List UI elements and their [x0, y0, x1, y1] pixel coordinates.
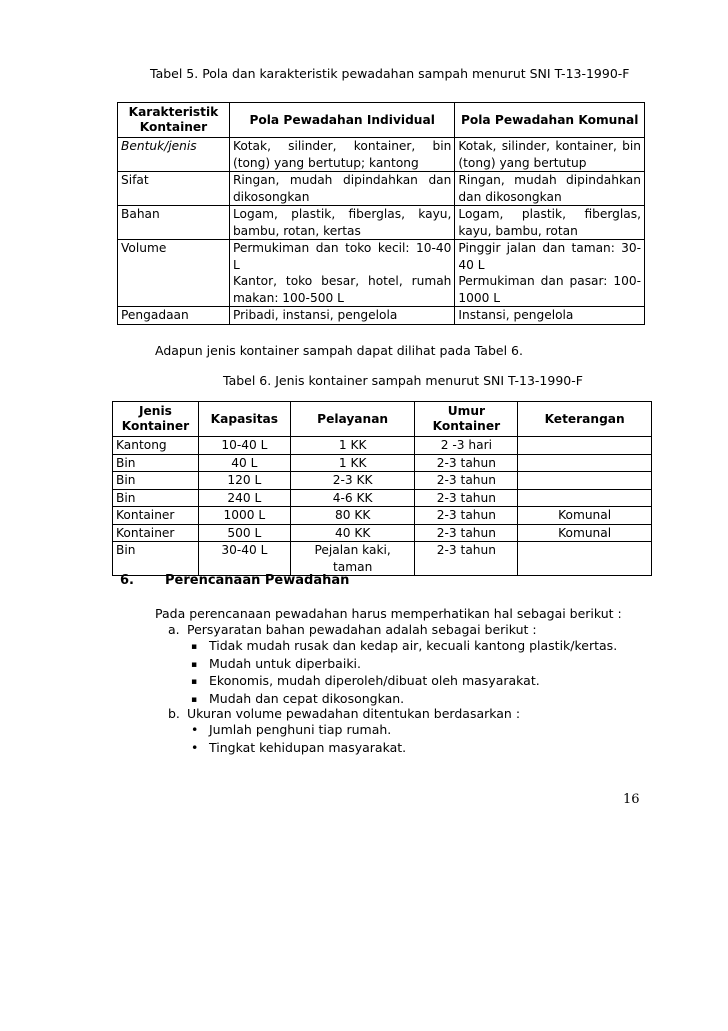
- cell-keterangan: [518, 472, 652, 490]
- table-row: [113, 524, 652, 542]
- header-kapasitas: Kapasitas: [198, 402, 290, 437]
- table-row: [118, 172, 645, 206]
- list-item: ▪ Ekonomis, mudah diperoleh/dibuat oleh masyarakat.: [191, 673, 540, 688]
- table-row: [113, 437, 652, 455]
- cell-kapasitas: 240 L: [198, 489, 290, 507]
- list-a-items: [191, 638, 617, 708]
- cell-komunal: Kotak, silinder, kontainer, bin (tong) yang bertutup: [455, 138, 645, 172]
- volume-individual-2: Kantor, toko besar, hotel, rumah makan: 100-500 L: [232, 274, 452, 305]
- table-row: [113, 542, 652, 576]
- table-row: [118, 138, 645, 172]
- cell-jenis: Bin: [113, 454, 199, 472]
- cell-jenis: Bin: [113, 472, 199, 490]
- cell-umur: 2 -3 hari: [415, 437, 518, 455]
- cell-kapasitas: 500 L: [198, 524, 290, 542]
- table-row: [118, 307, 645, 325]
- header-karakteristik: Karakteristik Kontainer: [118, 103, 230, 138]
- page-number: 16: [623, 792, 640, 807]
- cell-kapasitas: 40 L: [198, 454, 290, 472]
- table5-caption: Tabel 5. Pola dan karakteristik pewadahan sampah menurut SNI T-13-1990-F: [150, 66, 630, 81]
- header-pelayanan: Pelayanan: [290, 402, 415, 437]
- table-header-row: [113, 402, 652, 437]
- cell-jenis: Kontainer: [113, 507, 199, 525]
- square-bullet-icon: ▪: [191, 677, 198, 687]
- cell-kapasitas: 30-40 L: [198, 542, 290, 576]
- cell-jenis: Bin: [113, 489, 199, 507]
- cell-jenis: Bin: [113, 542, 199, 576]
- cell-umur: 2-3 tahun: [415, 472, 518, 490]
- cell-umur: 2-3 tahun: [415, 507, 518, 525]
- cell-keterangan: [518, 437, 652, 455]
- header-jenis: Jenis Kontainer: [113, 402, 199, 437]
- cell-individual: Logam, plastik, fiberglas, kayu, bambu, rotan, kertas: [229, 206, 454, 240]
- cell-keterangan: Komunal: [518, 524, 652, 542]
- cell-pelayanan: 1 KK: [290, 437, 415, 455]
- table-row: [113, 454, 652, 472]
- cell-individual: Ringan, mudah dipindahkan dan dikosongkan: [229, 172, 454, 206]
- cell-kapasitas: 10-40 L: [198, 437, 290, 455]
- cell-komunal: Ringan, mudah dipindahkan dan dikosongkan: [455, 172, 645, 206]
- header-umur: Umur Kontainer: [415, 402, 518, 437]
- cell-kapasitas: 1000 L: [198, 507, 290, 525]
- cell-umur: 2-3 tahun: [415, 542, 518, 576]
- cell-jenis: Kontainer: [113, 524, 199, 542]
- cell-pelayanan: 40 KK: [290, 524, 415, 542]
- row-label: Volume: [118, 240, 230, 307]
- table-header-row: [118, 103, 645, 138]
- section-number: 6.: [120, 573, 134, 588]
- volume-komunal-2: Permukiman dan pasar: 100-1000 L: [458, 274, 641, 305]
- table-row: [118, 240, 645, 307]
- list-b-text: Ukuran volume pewadahan ditentukan berdasarkan :: [187, 706, 521, 721]
- section-title: Perencanaan Pewadahan: [165, 573, 350, 588]
- cell-komunal: Logam, plastik, fiberglas, kayu, bambu, rotan: [455, 206, 645, 240]
- list-item: ▪ Tidak mudah rusak dan kedap air, kecuali kantong plastik/kertas.: [191, 638, 618, 653]
- cell-komunal: Instansi, pengelola: [455, 307, 645, 325]
- row-label: Bahan: [118, 206, 230, 240]
- table-row: [118, 206, 645, 240]
- section-intro: Pada perencanaan pewadahan harus memperhatikan hal sebagai berikut :: [155, 606, 622, 621]
- list-item: ▪ Mudah dan cepat dikosongkan.: [191, 690, 405, 706]
- table6-body: [113, 437, 652, 576]
- cell-jenis: Kantong: [113, 437, 199, 455]
- cell-keterangan: [518, 542, 652, 576]
- cell-keterangan: [518, 454, 652, 472]
- cell-pelayanan: 80 KK: [290, 507, 415, 525]
- square-bullet-icon: ▪: [191, 642, 198, 652]
- round-bullet-icon: •: [191, 739, 199, 755]
- cell-komunal: [455, 240, 645, 307]
- table-row: [113, 507, 652, 525]
- list-item: • Tingkat kehidupan masyarakat.: [191, 739, 407, 755]
- header-komunal: Pola Pewadahan Komunal: [455, 103, 645, 138]
- row-label: Pengadaan: [118, 307, 230, 325]
- cell-umur: 2-3 tahun: [415, 489, 518, 507]
- list-a-text: Persyaratan bahan pewadahan adalah sebagai berikut :: [187, 622, 537, 637]
- cell-umur: 2-3 tahun: [415, 524, 518, 542]
- list-marker-a: a.: [168, 622, 180, 637]
- volume-individual-1: Permukiman dan toko kecil: 10-40 L: [232, 241, 452, 272]
- list-item: • Jumlah penghuni tiap rumah.: [191, 722, 392, 737]
- cell-pelayanan: 2-3 KK: [290, 472, 415, 490]
- volume-komunal-1: Pinggir jalan dan taman: 30-40 L: [458, 241, 641, 272]
- list-item: ▪ Mudah untuk diperbaiki.: [191, 655, 362, 671]
- square-bullet-icon: ▪: [191, 694, 198, 705]
- cell-umur: 2-3 tahun: [415, 454, 518, 472]
- table6: [112, 401, 652, 576]
- cell-kapasitas: 120 L: [198, 472, 290, 490]
- cell-individual: Pribadi, instansi, pengelola: [229, 307, 454, 325]
- cell-individual: [229, 240, 454, 307]
- square-bullet-icon: ▪: [191, 659, 198, 670]
- cell-pelayanan: 4-6 KK: [290, 489, 415, 507]
- table6-caption: Tabel 6. Jenis kontainer sampah menurut SNI T-13-1990-F: [223, 373, 583, 388]
- list-b-items: [191, 722, 406, 757]
- table-row: [113, 489, 652, 507]
- cell-pelayanan: Pejalan kaki, taman: [290, 542, 415, 576]
- cell-keterangan: Komunal: [518, 507, 652, 525]
- header-keterangan: Keterangan: [518, 402, 652, 437]
- cell-keterangan: [518, 489, 652, 507]
- table5: [117, 102, 645, 325]
- row-label: Sifat: [118, 172, 230, 206]
- round-bullet-icon: •: [191, 722, 199, 737]
- cell-individual: Kotak, silinder, kontainer, bin (tong) yang bertutup; kantong: [229, 138, 454, 172]
- table-row: [113, 472, 652, 490]
- cell-pelayanan: 1 KK: [290, 454, 415, 472]
- header-individual: Pola Pewadahan Individual: [229, 103, 454, 138]
- row-label: Bentuk/jenis: [118, 138, 230, 172]
- table6-intro: Adapun jenis kontainer sampah dapat dilihat pada Tabel 6.: [155, 343, 523, 358]
- list-marker-b: b.: [168, 706, 180, 721]
